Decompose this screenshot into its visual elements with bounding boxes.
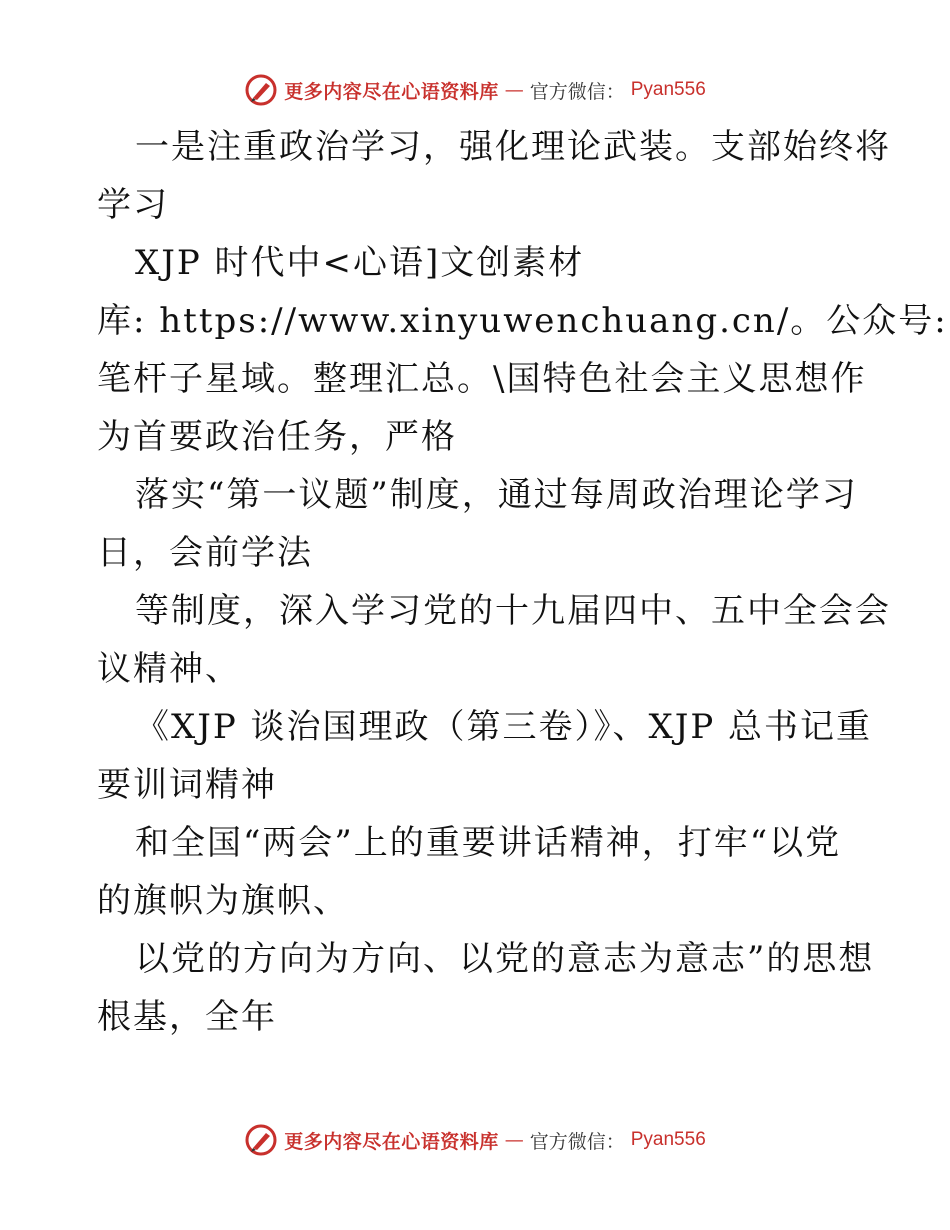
text-line: 笔杆子星域。整理汇总。\国特色社会主义思想作: [97, 359, 867, 399]
watermark-wechat-label: 官方微信：: [529, 80, 625, 103]
text-line: 落实“第一议题”制度，通过每周政治理论学习: [135, 475, 858, 515]
text-line: 根基，全年: [97, 997, 277, 1037]
text-line: XJP 时代中<心语]文创素材: [135, 243, 585, 283]
text-line: 议精神、: [97, 649, 241, 689]
text-line: 要训词精神: [97, 765, 277, 805]
text-line: 的旗帜为旗帜、: [97, 881, 349, 921]
text-line: 一是注重政治学习，强化理论武装。支部始终将: [135, 127, 891, 167]
watermark-site-text: 更多内容尽在心语资料库: [284, 1130, 499, 1153]
pen-logo-icon: [244, 73, 278, 107]
watermark-dash: —: [504, 79, 524, 101]
watermark-wechat-id: Pyan556: [630, 79, 706, 100]
text-line: 库: https://www.xinyuwenchuang.cn/。公众号:: [97, 301, 948, 341]
watermark-wechat-label: 官方微信：: [529, 1130, 625, 1153]
text-line: 为首要政治任务，严格: [97, 417, 457, 457]
watermark-site-text: 更多内容尽在心语资料库: [284, 80, 499, 103]
text-line: 和全国“两会”上的重要讲话精神，打牢“以党: [135, 823, 842, 863]
text-line: 等制度，深入学习党的十九届四中、五中全会会: [135, 591, 891, 631]
header-watermark: [0, 70, 950, 110]
text-line: 日，会前学法: [97, 533, 313, 573]
text-line: 学习: [97, 185, 169, 225]
document-body: [97, 118, 948, 1046]
pen-logo-icon: [244, 1123, 278, 1157]
watermark-dash: —: [504, 1129, 524, 1151]
text-line: 以党的方向为方向、以党的意志为意志”的思想: [135, 939, 875, 979]
watermark-wechat-id: Pyan556: [630, 1129, 706, 1150]
text-line: 《XJP 谈治国理政（第三卷）》、XJP 总书记重: [135, 707, 873, 747]
footer-watermark: [0, 1120, 950, 1160]
